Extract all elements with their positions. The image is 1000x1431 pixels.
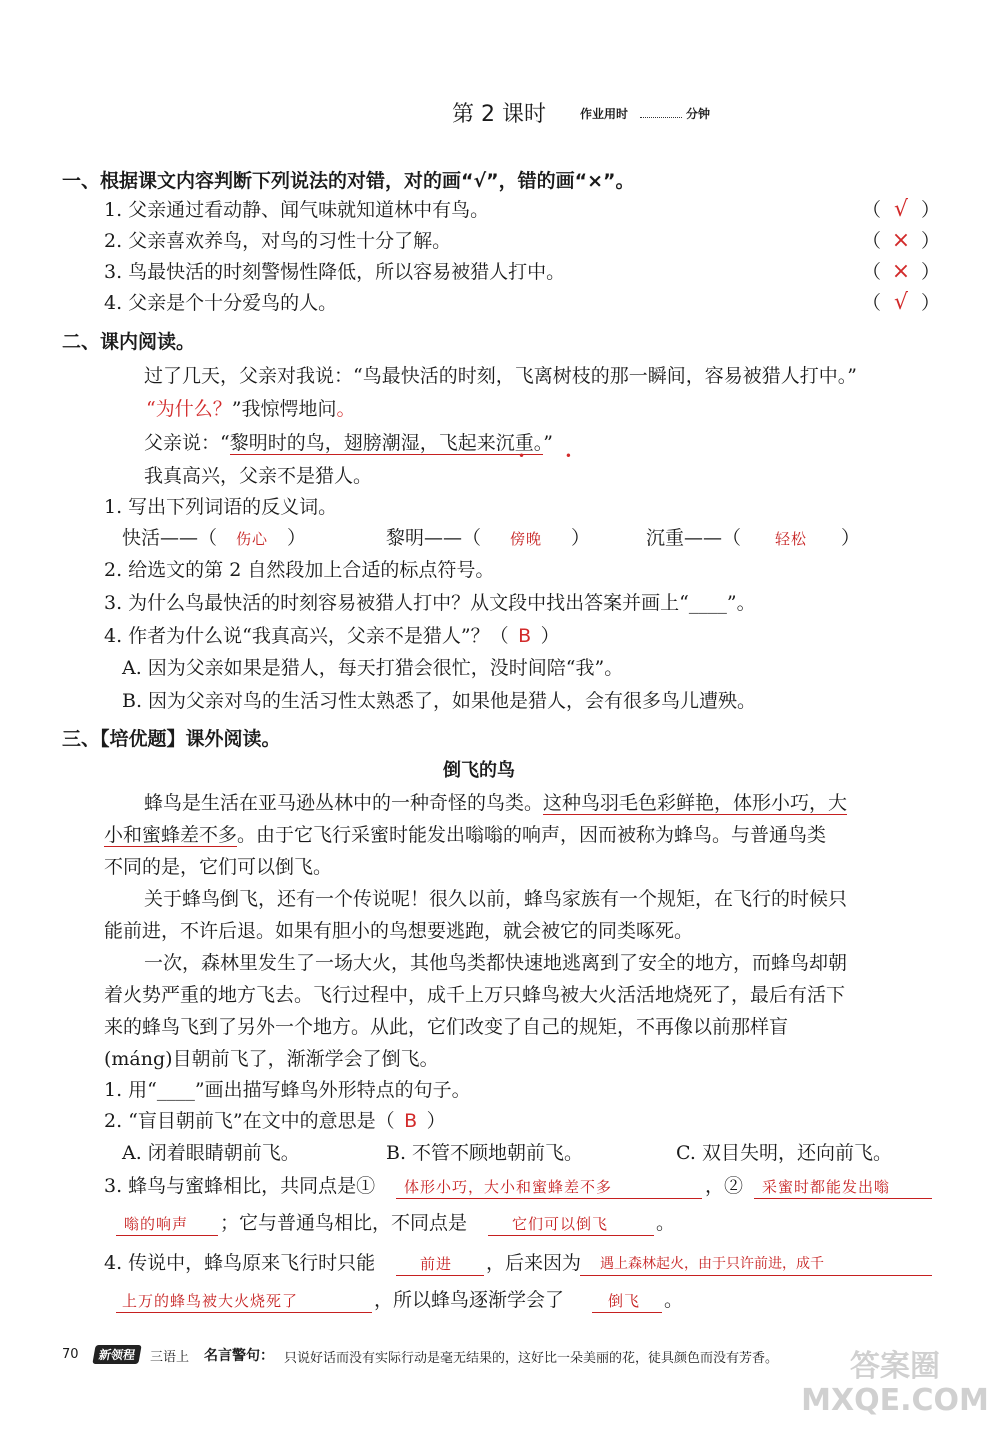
s1-item-4: 4. 父亲是个十分爱鸟的人。 bbox=[104, 292, 338, 314]
paren-close: ） bbox=[287, 527, 307, 549]
paren-close: ） bbox=[921, 261, 941, 283]
answer-line bbox=[488, 1235, 654, 1236]
s1-item-2: 2. 父亲喜欢养鸟，对鸟的习性十分了解。 bbox=[104, 230, 452, 252]
answer-line bbox=[592, 1312, 662, 1313]
page-number: 70 bbox=[62, 1347, 79, 1362]
answer-line bbox=[754, 1198, 932, 1199]
s1-item-3: 3. 鸟最快活的时刻警惕性降低，所以容易被猎人打中。 bbox=[104, 261, 566, 283]
article-line-3: 不同的是，它们可以倒飞。 bbox=[104, 856, 333, 878]
passage-line-1: 过了几天，父亲对我说：“鸟最快活的时刻，飞离树枝的那一瞬间，容易被猎人打中。” bbox=[144, 365, 857, 387]
antonym-answer: 轻松 bbox=[775, 530, 808, 548]
antonym-word: 沉重——（ bbox=[646, 527, 742, 549]
speaker: 父亲说：“ bbox=[144, 432, 230, 454]
paren-close: ） bbox=[540, 625, 560, 647]
paren-close: ） bbox=[841, 527, 861, 549]
time-label: 作业用时 bbox=[580, 107, 629, 121]
paren-open: （ bbox=[862, 261, 882, 283]
brand-logo: 新领程 bbox=[92, 1345, 141, 1364]
heading-tag: 培优题 bbox=[109, 728, 167, 750]
text: 蜂鸟是生活在亚马逊丛林中的一种奇怪的鸟类。 bbox=[144, 792, 544, 814]
article-line-2 bbox=[104, 822, 826, 848]
cross-mark: × bbox=[891, 259, 911, 284]
article-title: 倒飞的鸟 bbox=[443, 760, 515, 781]
article-line-7: 着火势严重的地方飞去。飞行过程中，成千上万只蜂鸟被大火活活地烧死了，最后有活下 bbox=[104, 984, 846, 1006]
quote-label: 名言警句： bbox=[204, 1348, 274, 1364]
q4-mid: ，后来因为 bbox=[486, 1252, 582, 1274]
paren-close: ） bbox=[921, 230, 941, 252]
watermark: 答案圈 MXQE.COM bbox=[801, 1349, 989, 1418]
passage-line-2 bbox=[146, 396, 355, 422]
s3-q1: 1. 用“____”画出描写蜂鸟外形特点的句子。 bbox=[104, 1079, 471, 1101]
s3-q2 bbox=[104, 1108, 446, 1134]
q3-mid: ，② bbox=[705, 1175, 744, 1197]
time-blank bbox=[640, 117, 682, 118]
section2-heading: 二、课内阅读。 bbox=[62, 331, 196, 353]
q3-answer-1: 体形小巧，大小和蜜蜂差不多 bbox=[404, 1178, 613, 1196]
added-punct: 。 bbox=[336, 398, 356, 420]
question-text: 2. “盲目朝前飞”在文中的意思是（ bbox=[104, 1110, 395, 1132]
choice-answer: B bbox=[404, 1110, 418, 1132]
q3-end: 。 bbox=[656, 1212, 676, 1234]
antonym-row bbox=[122, 525, 306, 552]
article-line-1 bbox=[144, 790, 847, 816]
antonym-row bbox=[386, 525, 590, 552]
answer-line bbox=[396, 1275, 484, 1276]
section3-heading bbox=[62, 724, 281, 751]
q3-answer-3: 它们可以倒飞 bbox=[512, 1215, 609, 1233]
answer-paren bbox=[862, 290, 940, 316]
s3-q4-line1: 4. 传说中，蜂鸟原来飞行时只能 bbox=[104, 1252, 376, 1274]
antonym-word: 快活——（ bbox=[122, 527, 218, 549]
quote-text: “为什么 bbox=[146, 398, 213, 420]
section1-heading: 一、根据课文内容判断下列说法的对错，对的画“√”，错的画“×”。 bbox=[62, 170, 635, 192]
answer-line bbox=[116, 1235, 218, 1236]
q4-answer-1: 前进 bbox=[420, 1255, 453, 1273]
article-line-4: 关于蜂鸟倒飞，还有一个传说呢！很久以前，蜂鸟家族有一个规矩，在飞行的时候只 bbox=[144, 888, 848, 910]
antonym-word: 黎明——（ bbox=[386, 527, 482, 549]
paren-close: ） bbox=[571, 527, 591, 549]
s2-option-b: B. 因为父亲对鸟的生活习性太熟悉了，如果他是猎人，会有很多鸟儿遭殃。 bbox=[122, 690, 757, 712]
q4-end: 。 bbox=[664, 1289, 684, 1311]
question-text: 4. 作者为什么说“我真高兴，父亲不是猎人”？（ bbox=[104, 625, 509, 647]
answer-line bbox=[580, 1275, 932, 1276]
antonym-answer: 伤心 bbox=[236, 530, 269, 548]
quote-text: 只说好话而没有实际行动是毫无结果的，这好比一朵美丽的花，徒具颜色而没有芳香。 bbox=[284, 1351, 779, 1366]
check-mark: √ bbox=[894, 290, 909, 315]
paren-close: ） bbox=[921, 199, 941, 221]
answer-line bbox=[116, 1312, 372, 1313]
article-line-5: 能前进，不许后退。如果有胆小的鸟想要逃跑，就会被它的同类啄死。 bbox=[104, 920, 694, 942]
paren-open: （ bbox=[862, 199, 882, 221]
quote-close: ” bbox=[543, 432, 553, 454]
underlined-answer: 黎明时的鸟，翅膀潮湿，飞起来沉重。 bbox=[229, 432, 544, 454]
text: 。由于它飞行采蜜时能发出嗡嗡的响声，因而被称为蜂鸟。与普通鸟类 bbox=[237, 824, 827, 846]
q4-answer-2b: 上万的蜂鸟被大火烧死了 bbox=[122, 1292, 299, 1310]
answer-paren bbox=[862, 197, 940, 223]
q4-answer-2a: 遇上森林起火，由于只许前进，成千 bbox=[600, 1256, 824, 1272]
grade-label: 三语上 bbox=[150, 1350, 190, 1365]
s3-q3-line1: 3. 蜂鸟与蜜蜂相比，共同点是① bbox=[104, 1175, 376, 1197]
paren-close: ） bbox=[426, 1110, 446, 1132]
q3-answer-2b: 嗡的响声 bbox=[124, 1215, 189, 1233]
s3-option-b: B. 不管不顾地朝前飞。 bbox=[386, 1142, 584, 1164]
passage-line-4: 我真高兴，父亲不是猎人。 bbox=[144, 465, 373, 487]
s2-q3: 3. 为什么鸟最快活的时刻容易被猎人打中？从文段中找出答案并画上“____”。 bbox=[104, 592, 756, 614]
antonym-answer: 傍晚 bbox=[510, 530, 543, 548]
underlined-sentence: 小和蜜蜂差不多 bbox=[104, 824, 238, 846]
paren-open: （ bbox=[862, 292, 882, 314]
s2-q4 bbox=[104, 623, 560, 649]
article-line-6: 一次，森林里发生了一场大火，其他鸟类都快速地逃离到了安全的地方，而蜂鸟却朝 bbox=[144, 952, 848, 974]
s2-option-a: A. 因为父亲如果是猎人，每天打猎会很忙，没时间陪“我”。 bbox=[122, 657, 624, 679]
q4-line2: ，所以蜂鸟逐渐学会了 bbox=[374, 1289, 565, 1311]
quote-text: ”我惊愕地问 bbox=[231, 398, 337, 420]
paren-open: （ bbox=[862, 230, 882, 252]
answer-paren bbox=[862, 228, 940, 254]
antonym-row bbox=[646, 525, 860, 552]
cross-mark: × bbox=[891, 228, 911, 253]
s3-option-a: A. 闭着眼睛朝前飞。 bbox=[122, 1142, 300, 1164]
s2-q2: 2. 给选文的第 2 自然段加上合适的标点符号。 bbox=[104, 559, 495, 581]
q4-answer-3: 倒飞 bbox=[608, 1292, 641, 1310]
heading-prefix: 三、【 bbox=[62, 728, 110, 750]
article-line-9: (máng)目朝前飞了，渐渐学会了倒飞。 bbox=[104, 1048, 439, 1070]
choice-answer: B bbox=[518, 625, 532, 647]
article-line-8: 来的蜂鸟飞到了另外一个地方。从此，它们改变了自己的规矩，不再像以前那样盲 bbox=[104, 1016, 789, 1038]
answer-paren bbox=[862, 259, 940, 285]
passage-line-3 bbox=[144, 430, 553, 456]
q3-answer-2a: 采蜜时都能发出嗡 bbox=[762, 1178, 891, 1196]
s2-q1: 1. 写出下列词语的反义词。 bbox=[104, 496, 338, 518]
emphasis-dots: • • bbox=[518, 449, 590, 463]
paren-close: ） bbox=[921, 292, 941, 314]
heading-suffix: 】课外阅读。 bbox=[166, 728, 281, 750]
added-punct: ？ bbox=[212, 398, 232, 420]
check-mark: √ bbox=[894, 197, 909, 222]
lesson-title: 第 2 课时 bbox=[452, 102, 546, 127]
answer-line bbox=[396, 1198, 702, 1199]
s3-option-c: C. 双目失明，还向前飞。 bbox=[676, 1142, 892, 1164]
time-unit: 分钟 bbox=[686, 107, 711, 121]
underlined-sentence: 这种鸟羽毛色彩鲜艳，体形小巧，大 bbox=[543, 792, 848, 814]
s1-item-1: 1. 父亲通过看动静、闻气味就知道林中有鸟。 bbox=[104, 199, 490, 221]
q3-line2: ；它与普通鸟相比，不同点是 bbox=[220, 1212, 468, 1234]
